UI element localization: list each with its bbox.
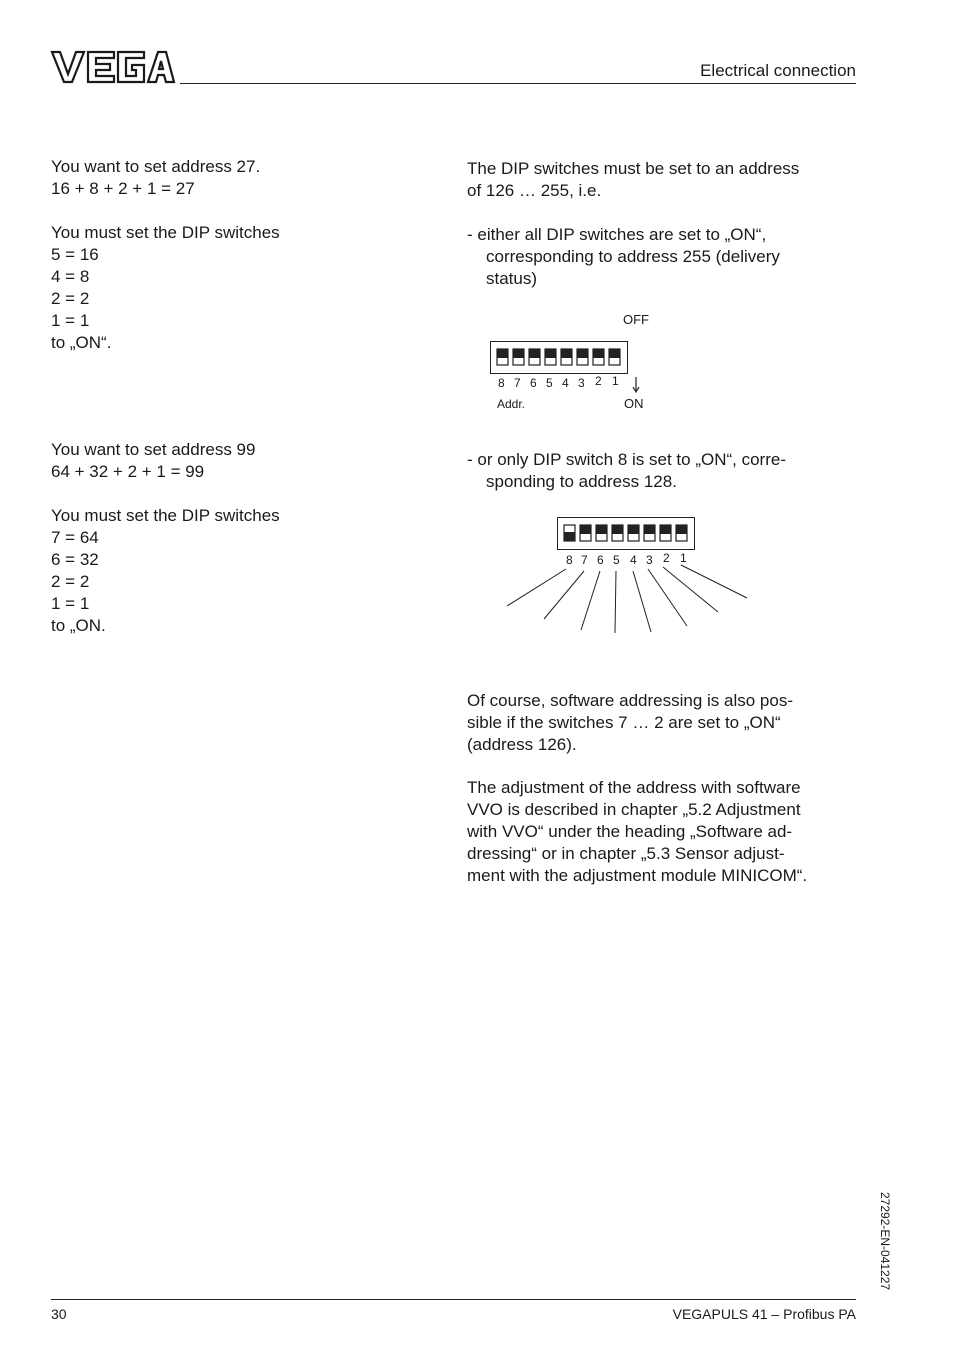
switch-number: 8 (498, 376, 505, 390)
text-line: - or only DIP switch 8 is set to „ON“, corre- (467, 450, 786, 469)
text-line: 5 = 16 (51, 245, 99, 264)
text-line: You must set the DIP switches (51, 223, 280, 242)
text-line: ment with the adjustment module MINICOM“. (467, 866, 808, 885)
text-line: 64 + 32 + 2 + 1 = 99 (51, 462, 205, 481)
switch-number: 1 (612, 374, 619, 388)
text-line: The adjustment of the address with software (467, 778, 801, 797)
switch-number: 7 (581, 553, 588, 567)
addr-label: Addr. (497, 397, 526, 411)
text-line: sible if the switches 7 … 2 are set to „ON“ (467, 713, 781, 732)
leader-lines (500, 514, 756, 640)
arrow-down-icon (631, 376, 641, 394)
vvo-adjustment-paragraph (467, 777, 807, 887)
text-line: 2 = 2 (51, 572, 90, 591)
text-line: corresponding to address 255 (delivery (486, 247, 780, 266)
switch-number: 2 (663, 551, 670, 565)
text-line (51, 200, 431, 222)
text-line: You want to set address 99 (51, 440, 256, 459)
text-line: dressing“ or in chapter „5.3 Sensor adjust- (467, 844, 785, 863)
switch-number: 5 (546, 376, 553, 390)
bullet-switch-8 (467, 449, 786, 493)
text-line: 2 = 2 (51, 289, 90, 308)
switch-number: 5 (613, 553, 620, 567)
text-line: 1 = 1 (51, 594, 90, 613)
text-line: with VVO“ under the heading „Software ad- (467, 822, 793, 841)
text-line: (address 126). (467, 735, 577, 754)
switch-number: 6 (530, 376, 537, 390)
text-line: of 126 … 255, i.e. (467, 181, 602, 200)
text-line: 4 = 8 (51, 267, 90, 286)
text-line: status) (486, 269, 538, 288)
switch-number: 1 (680, 551, 687, 565)
switch-number: 6 (597, 553, 604, 567)
text-line: 7 = 64 (51, 528, 99, 547)
switch-number: 4 (630, 553, 637, 567)
header-rule (180, 83, 856, 84)
switch-number: 3 (578, 376, 585, 390)
intro-paragraph (467, 158, 799, 202)
text-line: The DIP switches must be set to an address (467, 159, 800, 178)
switch-number: 2 (595, 374, 602, 388)
text-line: You want to set address 27. (51, 157, 261, 176)
vega-logo (50, 48, 176, 86)
footer-rule (51, 1299, 856, 1300)
software-addressing-paragraph (467, 690, 793, 756)
text-line: You must set the DIP switches (51, 506, 280, 525)
page-number: 30 (51, 1306, 67, 1322)
switch-number: 4 (562, 376, 569, 390)
document-code: 27292-EN-041227 (878, 1192, 892, 1291)
section-title: Electrical connection (700, 61, 856, 80)
switch-number: 8 (566, 553, 573, 567)
text-line: 1 = 1 (51, 311, 90, 330)
text-line: 16 + 8 + 2 + 1 = 27 (51, 179, 195, 198)
bullet-all-on (467, 224, 780, 290)
dip-switch-body (490, 341, 628, 374)
example-1 (51, 156, 431, 354)
switch-number: 3 (646, 553, 653, 567)
text-line: - either all DIP switches are set to „ON“, (467, 225, 767, 244)
dip-switch-figure-all-on (488, 308, 668, 418)
example-2 (51, 439, 431, 637)
dip-switch-figure-switch-8 (500, 514, 756, 640)
text-line: to „ON“. (51, 333, 112, 352)
on-label: ON (624, 396, 644, 411)
text-line: sponding to address 128. (486, 472, 677, 491)
text-line: 6 = 32 (51, 550, 99, 569)
text-line: VVO is described in chapter „5.2 Adjustment (467, 800, 801, 819)
text-line (51, 483, 431, 505)
product-name: VEGAPULS 41 – Profibus PA (672, 1306, 856, 1322)
off-label: OFF (623, 312, 649, 327)
text-line: to „ON. (51, 616, 106, 635)
text-line: Of course, software addressing is also pos- (467, 691, 793, 710)
switch-number: 7 (514, 376, 521, 390)
